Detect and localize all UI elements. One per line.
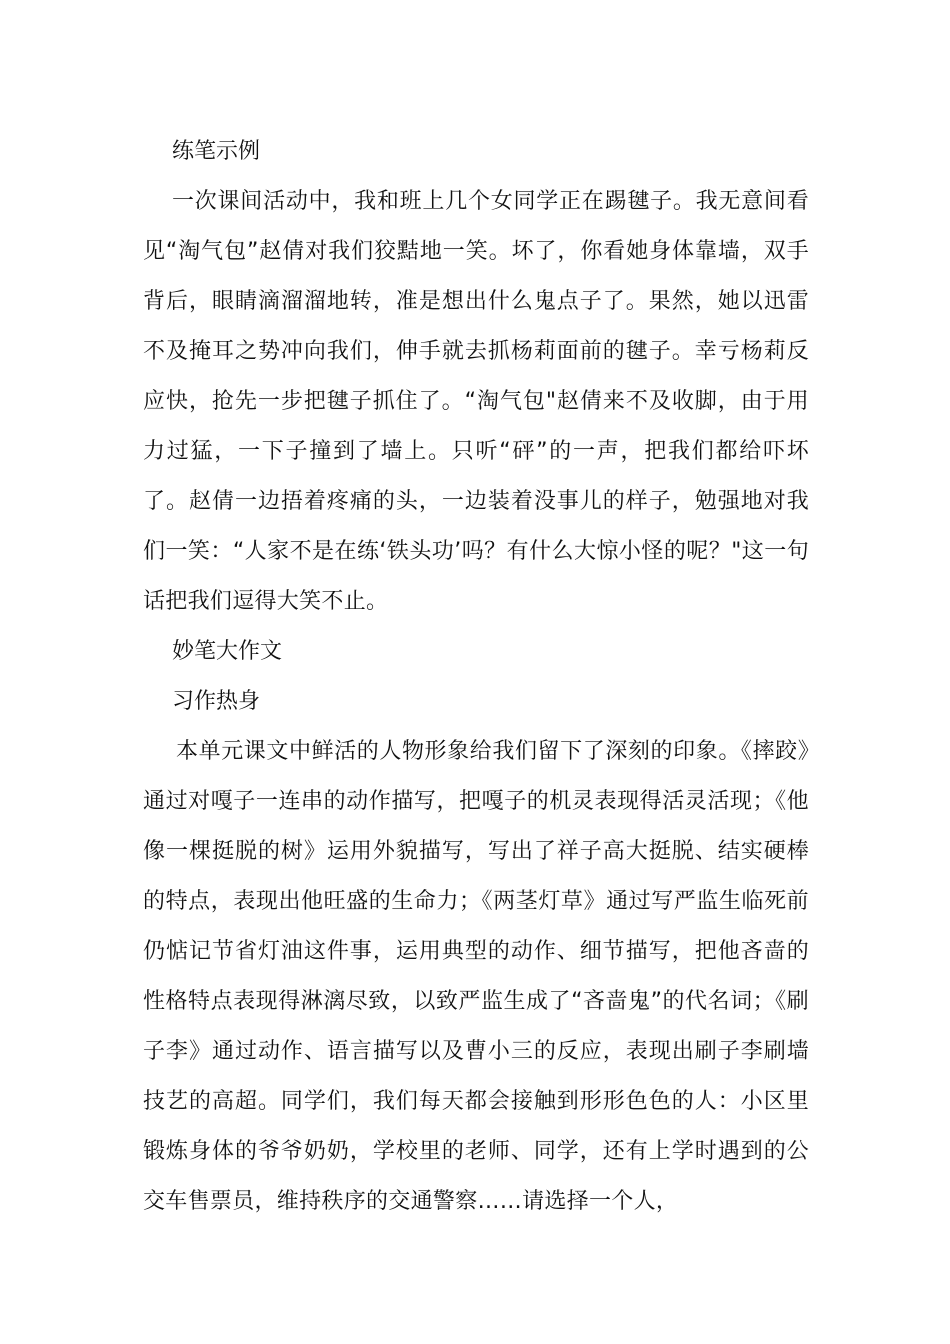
section-heading-practice-example: 练笔示例 xyxy=(172,139,261,164)
document-body xyxy=(143,127,809,1227)
paragraph-warmup: 本单元课文中鲜活的人物形象给我们留下了深刻的印象。《摔跤》通过对嘎子一连串的动作描写，把嘎子的机灵表现得活灵活现；《他像一棵挺脱的树》运用外貌描写，写出了祥子高大挺脱、结实硬棒的特点，表现出他旺盛的生命力；《两茎灯草》通过写严监生临死前仍惦记节省灯油这件事，运用典型的动作、细节描写，把他吝啬的性格特点表现得淋漓尽致，以致严监生成了“吝啬鬼”的代名词；《刷子李》通过动作、语言描写以及曹小三的反应，表现出刷子李刷墙技艺的高超。同学们，我们每天都会接触到形形色色的人：小区里锻炼身体的爷爷奶奶，学校里的老师、同学，还有上学时遇到的公交车售票员，维持秩序的交通警察……请选择一个人， xyxy=(143,739,809,1214)
section-heading-warmup: 习作热身 xyxy=(172,689,261,714)
section-heading-composition: 妙笔大作文 xyxy=(172,639,283,664)
paragraph-practice-example: 一次课间活动中，我和班上几个女同学正在踢毽子。我无意间看见“淘气包”赵倩对我们狡黠地一笑。坏了，你看她身体靠墙，双手背后，眼睛滴溜溜地转，准是想出什么鬼点子了。果然，她以迅雷不及掩耳之势冲向我们，伸手就去抓杨莉面前的毽子。幸亏杨莉反应快，抢先一步把毽子抓住了。“淘气包"赵倩来不及收脚，由于用力过猛，一下子撞到了墙上。只听“砰”的一声，把我们都给吓坏了。赵倩一边捂着疼痛的头，一边装着没事儿的样子，勉强地对我们一笑：“人家不是在练‘铁头功’吗？有什么大惊小怪的呢？"这一句话把我们逗得大笑不止。 xyxy=(143,189,809,614)
